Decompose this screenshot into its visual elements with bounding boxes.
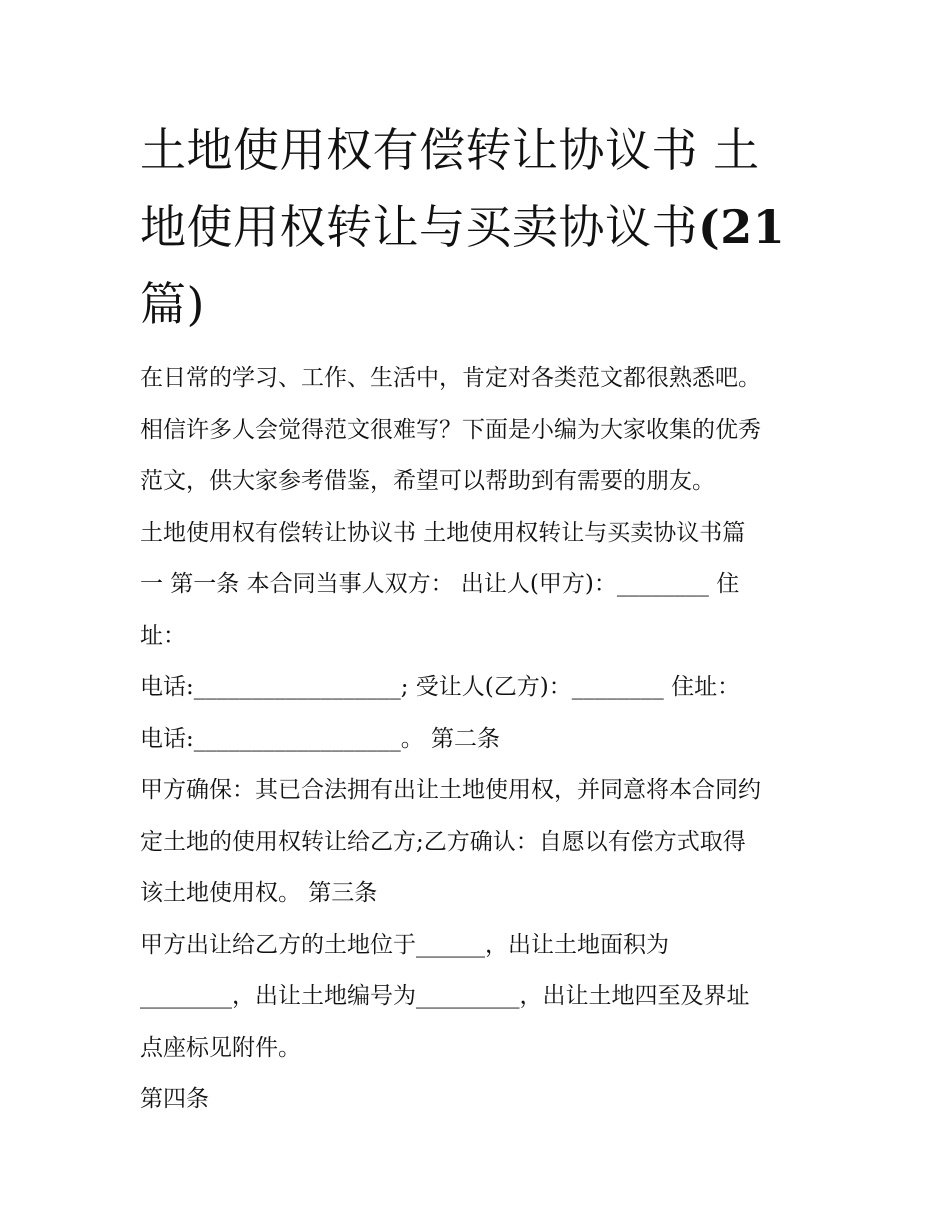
title-line-2-number: (21 (698, 200, 786, 254)
body-line-8: 电话:__________________。 第二条 (140, 725, 501, 752)
title-line-3: 篇) (140, 277, 205, 331)
body-line-4: 土地使用权有偿转让协议书 土地使用权转让与买卖协议书篇 (140, 519, 746, 546)
body-line-10: 定土地的使用权转让给乙方;乙方确认：自愿以有偿方式取得 (140, 828, 746, 855)
body-line-2: 相信许多人会觉得范文很难写？下面是小编为大家收集的优秀 (140, 416, 761, 443)
body-line-5: 一 第一条 本合同当事人双方： 出让人(甲方)：________ 住 (140, 571, 740, 597)
document-body (140, 353, 830, 1126)
title-line-2-text: 地使用权转让与买卖协议书 (140, 200, 698, 254)
body-line-6: 址： (140, 622, 186, 649)
body-line-14: 点座标见附件。 (140, 1034, 301, 1061)
body-line-1: 在日常的学习、工作、生活中，肯定对各类范文都很熟悉吧。 (140, 365, 761, 391)
body-line-9: 甲方确保：其已合法拥有出让土地使用权，并同意将本合同约 (140, 777, 761, 803)
body-line-3: 范文，供大家参考借鉴，希望可以帮助到有需要的朋友。 (140, 468, 715, 494)
document-title (140, 112, 820, 343)
body-line-7: 电话:__________________; 受让人(乙方)：________ 住址： (140, 674, 741, 700)
title-line-1: 土地使用权有偿转让协议书 土 (140, 123, 760, 177)
body-line-12: 甲方出让给乙方的土地位于______，出让土地面积为 (140, 931, 669, 958)
body-line-11: 该土地使用权。 第三条 (140, 880, 378, 906)
body-line-13: ________，出让土地编号为_________，出让土地四至及界址 (140, 983, 750, 1009)
body-line-15: 第四条 (140, 1086, 209, 1112)
title-line-2 (140, 189, 820, 266)
